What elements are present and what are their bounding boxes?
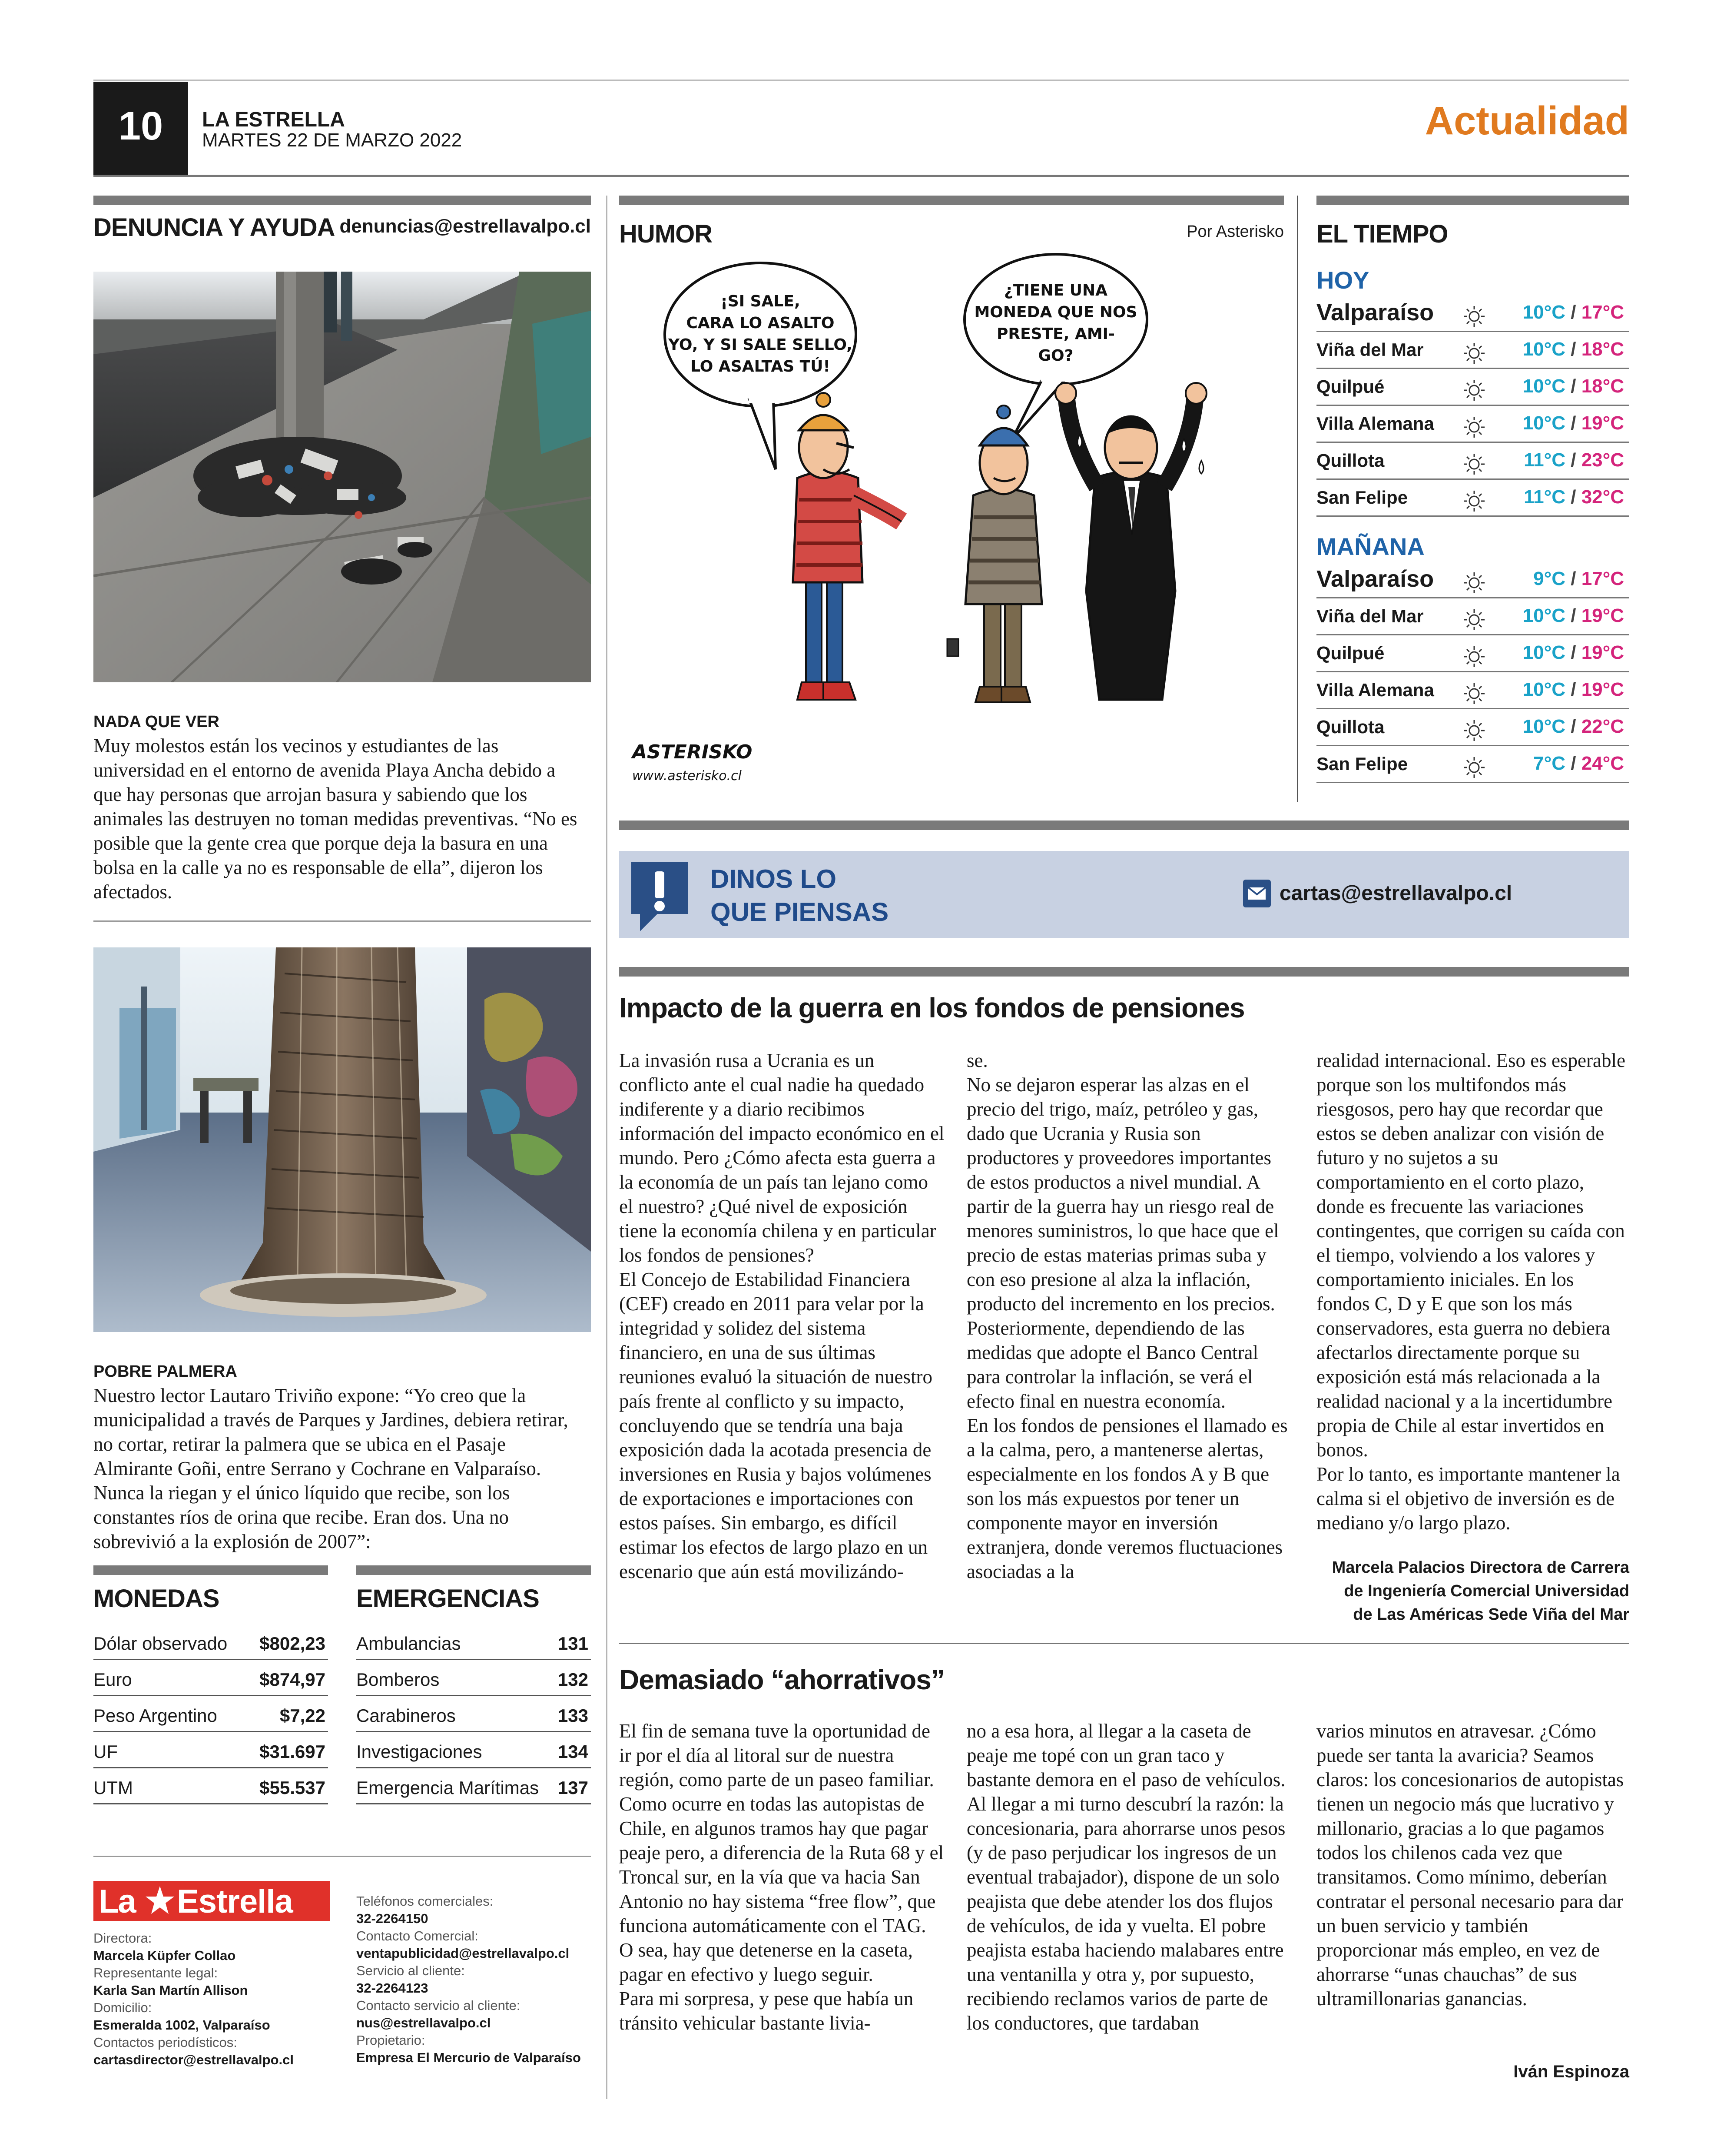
temp-max: 23°C xyxy=(1581,449,1624,471)
bubble-1-line: LO ASALTAS TÚ! xyxy=(690,358,830,375)
weather-city: Villa Alemana xyxy=(1316,680,1434,700)
letter1-signature: Marcela Palacios Directora de Carrera de Ingeniería Comercial Universidad de Las Américas Sede Viña del Mar xyxy=(1332,1558,1629,1624)
temp-separator: / xyxy=(1565,642,1581,663)
sun-icon xyxy=(1462,341,1486,365)
monedas-label: UF xyxy=(93,1741,118,1762)
temp-min: 10°C xyxy=(1522,605,1565,626)
weather-row xyxy=(1316,406,1629,443)
page-number: 10 xyxy=(118,104,163,148)
monedas-title: MONEDAS xyxy=(93,1585,219,1613)
weather-today-label: HOY xyxy=(1316,266,1369,294)
masthead-value: Marcela Küpfer Collao xyxy=(93,1948,236,1963)
weather-temps xyxy=(1533,568,1624,590)
temp-separator: / xyxy=(1565,716,1581,737)
temp-max: 19°C xyxy=(1581,642,1624,663)
weather-temps xyxy=(1523,679,1624,701)
character-grey-sweater xyxy=(947,405,1042,702)
issue-date: MARTES 22 DE MARZO 2022 xyxy=(202,130,462,151)
letter2-col1: El fin de semana tuve la oportunidad de ir por el día al litoral sur de nuestra región, como parte de un paseo familiar. Como ocurre en todas las autopistas de Chile, en algunos tramos hay que pagar peaje pero, a diferencia de la Ruta 68 y el Troncal sur, en la vía que va hacia San Antonio no hay sistema “free flow”, que funciona automáticamente con el TAG. O sea, hay que detenerse en la caseta, pagar en efectivo y luego seguir. Para mi sorpresa, y pese que había un tránsito vehicular bastante livia- xyxy=(619,1720,944,2034)
humor-author: Por Asterisko xyxy=(1187,223,1284,241)
weather-temps xyxy=(1523,605,1624,627)
denuncia-divider xyxy=(93,920,591,922)
monedas-row xyxy=(93,1770,328,1804)
temp-min: 11°C xyxy=(1524,486,1565,508)
emergencias-row xyxy=(356,1625,591,1660)
emergencias-row xyxy=(356,1661,591,1696)
nada-que-ver-heading: NADA QUE VER xyxy=(93,713,219,731)
cartoon-website: www.asterisko.cl xyxy=(632,768,742,784)
masthead-value: 32-2264123 xyxy=(356,1980,428,1996)
emergencias-label: Carabineros xyxy=(356,1705,456,1726)
exclamation-icon xyxy=(627,857,692,936)
character-suit-man xyxy=(1055,383,1207,700)
humor-title: HUMOR xyxy=(619,220,713,248)
weather-row xyxy=(1316,332,1629,369)
dinos-title-2: QUE PIENSAS xyxy=(710,897,889,927)
weather-temps xyxy=(1523,642,1624,664)
bubble-2-line: PRESTE, AMI- xyxy=(996,325,1115,343)
letter1-col3: realidad internacional. Eso es esperable porque son los multifondos más riesgosos, pero hay que recordar que estos se deben analizar con visión de futuro y no sujetos a su comportamiento en el corto plazo, donde es frecuente las variaciones contingentes, que corrigen su caída con el tiempo, volviendo a los valores y comportamiento iniciales. En los fondos C, D y E que son los más conservadores, esta guerra no debiera afectarlos directamente porque su exposición está más relacionada a la realidad nacional y a la incertidumbre propia de Chile al estar invertidos en bonos. Por lo tanto, es importante mantener la calma si el objetivo de inversión es de mediano y/o largo plazo. xyxy=(1316,1050,1625,1534)
monedas-label: Euro xyxy=(93,1669,132,1690)
temp-separator: / xyxy=(1565,449,1581,471)
emergencias-value: 133 xyxy=(557,1705,588,1726)
letter1-title: Impacto de la guerra en los fondos de pensiones xyxy=(619,992,1245,1023)
temp-max: 19°C xyxy=(1581,679,1624,700)
temp-min: 9°C xyxy=(1533,568,1565,589)
temp-max: 24°C xyxy=(1581,753,1624,774)
monedas-value: $802,23 xyxy=(259,1633,325,1654)
emergencias-row xyxy=(356,1698,591,1732)
sun-icon xyxy=(1462,304,1486,329)
letter2-col3: varios minutos en atravesar. ¿Cómo puede ser tanta la avaricia? Seamos claros: los concesionarios de autopistas tienen un negocio más que lucrativo y millonario, gracias a lo que pagamos todos los chilenos cada vez que transitamos. Como mínimo, deberían contratar el personal necesario para dar un buen servicio y también proporcionar más empleo, en vez de ahorrarse “unas chauchas” de sus ultramillonarias ganancias. xyxy=(1316,1720,1624,2010)
emergencias-row xyxy=(356,1770,591,1804)
dinos-top-rule xyxy=(619,821,1629,830)
column-divider xyxy=(606,196,607,2099)
emergencias-row xyxy=(356,1734,591,1768)
temp-separator: / xyxy=(1565,753,1581,774)
bubble-1-line: ¡SI SALE, xyxy=(720,292,800,310)
weather-city: Villa Alemana xyxy=(1316,413,1434,434)
bubble-2-line: MONEDA QUE NOS xyxy=(974,303,1137,321)
weather-top-rule xyxy=(1316,196,1629,205)
weather-city: Quillota xyxy=(1316,450,1385,471)
monedas-value: $31.697 xyxy=(259,1741,325,1762)
temp-min: 10°C xyxy=(1522,375,1565,397)
temp-separator: / xyxy=(1565,486,1581,508)
weather-title: EL TIEMPO xyxy=(1316,220,1448,248)
mail-icon xyxy=(1243,880,1271,907)
masthead-value: Esmeralda 1002, Valparaíso xyxy=(93,2017,270,2033)
emergencias-label: Investigaciones xyxy=(356,1741,482,1762)
humor-top-rule xyxy=(619,196,1284,205)
emergencias-value: 132 xyxy=(557,1669,588,1690)
cartoon-signature: ASTERISKO xyxy=(632,741,753,763)
letter2-col2: no a esa hora, al llegar a la caseta de peaje me topé con un gran taco y bastante demora en el paso de vehículos. Al llegar a mi turno descubrí la razón: la concesionaria, para ahorrarse unos pesos (y de paso perjudicar los ingresos de un eventual trabajador), dispone de un solo peajista que debe atender los dos flujos de vehículos, de ida y vuelta. El pobre peajista estaba haciendo malabares entre una ventanilla y otra y, por supuesto, recibiendo reclamos varios de parte de los conductores, que tardaban xyxy=(967,1720,1286,2034)
weather-city: Viña del Mar xyxy=(1316,606,1424,626)
masthead-email[interactable]: cartasdirector@estrellavalpo.cl xyxy=(93,2052,294,2067)
header-bottom-rule xyxy=(93,175,1629,177)
masthead-label: Contactos periodísticos: xyxy=(93,2035,237,2050)
temp-max: 19°C xyxy=(1581,605,1624,626)
weather-tomorrow-label: MAÑANA xyxy=(1316,533,1425,560)
emergencias-value: 137 xyxy=(557,1777,588,1798)
letter1-bottom-rule xyxy=(619,1643,1629,1644)
bubble-2-line: ¿TIENE UNA xyxy=(1004,282,1107,299)
weather-city: Quilpué xyxy=(1316,643,1385,663)
weather-temps xyxy=(1523,375,1624,397)
temp-max: 19°C xyxy=(1581,412,1624,434)
denuncia-title: DENUNCIA Y AYUDA xyxy=(93,213,335,242)
sun-icon xyxy=(1462,452,1486,476)
sun-icon xyxy=(1462,718,1486,743)
sun-icon xyxy=(1462,755,1486,780)
temp-separator: / xyxy=(1565,568,1581,589)
masthead-label: Directora: xyxy=(93,1930,152,1946)
weather-city: San Felipe xyxy=(1316,487,1408,508)
monedas-label: UTM xyxy=(93,1777,133,1798)
weather-row xyxy=(1316,710,1629,746)
weather-city: Valparaíso xyxy=(1316,299,1434,326)
temp-min: 11°C xyxy=(1524,449,1565,471)
emergencias-value: 134 xyxy=(557,1741,588,1762)
weather-city: Valparaíso xyxy=(1316,566,1434,592)
denuncia-top-rule xyxy=(93,196,591,205)
temp-separator: / xyxy=(1565,302,1581,323)
sun-icon xyxy=(1462,415,1486,439)
monedas-value: $7,22 xyxy=(279,1705,325,1726)
weather-temps xyxy=(1524,486,1624,508)
letter1-top-rule xyxy=(619,967,1629,977)
temp-min: 10°C xyxy=(1522,339,1565,360)
masthead-label: Contacto servicio al cliente: xyxy=(356,1998,521,2013)
logo-star-icon xyxy=(145,1885,175,1916)
nada-que-ver-text: Muy molestos están los vecinos y estudiantes de las universidad en el entorno de avenida Playa Ancha debido a que hay personas que arrojan basura y sabiendo que los animales las destruyen no toman medidas preventivas. “No es posible que la gente crea que porque deja la basura en una bolsa en la calle ya no es responsable de ella”, dijeron los afectados. xyxy=(93,735,577,903)
sun-icon xyxy=(1462,378,1486,402)
temp-separator: / xyxy=(1565,375,1581,397)
weather-row xyxy=(1316,599,1629,635)
monedas-top-rule xyxy=(93,1565,328,1575)
weather-row xyxy=(1316,673,1629,709)
logo-la: La xyxy=(99,1883,136,1920)
section-title: Actualidad xyxy=(1425,99,1629,143)
letter2-title: Demasiado “ahorrativos” xyxy=(619,1664,945,1695)
temp-min: 10°C xyxy=(1522,412,1565,434)
temp-separator: / xyxy=(1565,605,1581,626)
weather-row xyxy=(1316,562,1629,598)
dinos-title-1: DINOS LO xyxy=(710,864,837,894)
letter1-col2: se. No se dejaron esperar las alzas en el precio del trigo, maíz, petróleo y gas, dado que Ucrania y Rusia son productores y proveedores importantes de estos productos a nivel mundial. A partir de la guerra hay un riesgo real de menores suministros, lo que hace que el precio de estas materias primas suba y con eso presione al alza la inflación, producto del incremento en los precios. Posteriormente, dependiendo de las medidas que adopte el Banco Central para controlar la inflación, se verá el efecto final en nuestra economía. En los fondos de pensiones el llamado es a la calma, pero, a mantenerse alertas, especialmente en los fondos A y B que son los más expuestos por tener un componente mayor en inversión extranjera, donde veremos fluctuaciones asociadas a la xyxy=(967,1050,1288,1582)
masthead-label: Contacto Comercial: xyxy=(356,1928,478,1943)
temp-max: 18°C xyxy=(1581,375,1624,397)
masthead-value: Karla San Martín Allison xyxy=(93,1983,248,1998)
monedas-label: Dólar observado xyxy=(93,1633,228,1654)
monedas-row xyxy=(93,1625,328,1660)
weather-row xyxy=(1316,636,1629,672)
la-estrella-logo xyxy=(93,1881,330,1921)
emergencias-label: Emergencia Marítimas xyxy=(356,1777,539,1798)
humor-cartoon xyxy=(619,252,1284,808)
weather-temps xyxy=(1533,753,1624,774)
letter2-signature: Iván Espinoza xyxy=(1513,2062,1629,2081)
weather-divider xyxy=(1297,196,1298,802)
weather-row xyxy=(1316,296,1629,332)
masthead-label: Domicilio: xyxy=(93,2000,152,2015)
palm-tree-photo xyxy=(93,947,591,1332)
weather-city: San Felipe xyxy=(1316,754,1408,774)
monedas-row xyxy=(93,1661,328,1696)
temp-max: 18°C xyxy=(1581,339,1624,360)
emergencias-title: EMERGENCIAS xyxy=(356,1585,539,1613)
temp-min: 10°C xyxy=(1522,716,1565,737)
sun-icon xyxy=(1462,681,1486,706)
masthead-label: Representante legal: xyxy=(93,1965,218,1980)
weather-row xyxy=(1316,480,1629,517)
temp-min: 10°C xyxy=(1522,642,1565,663)
masthead-left xyxy=(93,1930,337,2069)
temp-max: 22°C xyxy=(1581,716,1624,737)
denuncia-email[interactable]: denuncias@estrellavalpo.cl xyxy=(339,216,591,237)
weather-city: Viña del Mar xyxy=(1316,339,1424,360)
letter1-col1: La invasión rusa a Ucrania es un conflicto ante el cual nadie ha quedado indiferente y a diario recibimos información del impacto económico en el mundo. Pero ¿Cómo afecta esta guerra a la economía de un país tan lejano como el nuestro? ¿Qué nivel de exposición tiene la economía chilena y en particular los fondos de pensiones? El Concejo de Estabilidad Financiera (CEF) creado en 2011 para velar por la integridad y solidez del sistema financiero, en una de sus últimas reuniones evaluó la situación de nuestro país frente al conflicto y su impacto, concluyendo que se tendría una baja exposición dada la acotada presencia de inversiones en Rusia y bajos volúmenes de exportaciones e importaciones con estos países. Sin embargo, es difícil estimar los efectos de largo plazo en un escenario que aún está movilizándo- xyxy=(619,1050,945,1582)
monedas-row xyxy=(93,1734,328,1768)
weather-city: Quilpué xyxy=(1316,376,1385,397)
monedas-value: $874,97 xyxy=(259,1669,325,1690)
masthead-value: Empresa El Mercurio de Valparaíso xyxy=(356,2050,581,2065)
emergencias-label: Bomberos xyxy=(356,1669,440,1690)
trash-street-photo xyxy=(93,272,591,682)
monedas-value: $55.537 xyxy=(259,1777,325,1798)
weather-row xyxy=(1316,443,1629,480)
pobre-palmera-text: Nuestro lector Lautaro Triviño expone: “Yo creo que la municipalidad a través de Parques y Jardines, debiera retirar, no cortar, retirar la palmera que se ubica en el Pasaje Almirante Goñi, entre Serrano y Cochrane en Valparaíso. Nunca la riegan y el único líquido que recibe, son los constantes ríos de orina que recibe. Eran dos. Una no sobrevivió a la explosión de 2007”: xyxy=(93,1385,568,1552)
sun-icon xyxy=(1462,489,1486,513)
weather-city: Quillota xyxy=(1316,717,1385,737)
emergencias-top-rule xyxy=(356,1565,591,1575)
temp-separator: / xyxy=(1565,339,1581,360)
bubble-2-line: GO? xyxy=(1038,347,1074,365)
temp-min: 10°C xyxy=(1522,302,1565,323)
weather-row xyxy=(1316,369,1629,406)
monedas-label: Peso Argentino xyxy=(93,1705,217,1726)
header-top-rule xyxy=(93,80,1629,81)
temp-separator: / xyxy=(1565,412,1581,434)
masthead-divider xyxy=(93,1856,591,1857)
weather-temps xyxy=(1523,302,1624,323)
character-red-sweater xyxy=(793,393,902,700)
emergencias-label: Ambulancias xyxy=(356,1633,461,1654)
sun-icon xyxy=(1462,608,1486,632)
masthead-label: Teléfonos comerciales: xyxy=(356,1894,494,1909)
masthead-email[interactable]: ventapublicidad@estrellavalpo.cl xyxy=(356,1946,570,1961)
speech-bubble-2 xyxy=(965,254,1147,439)
temp-max: 17°C xyxy=(1581,302,1624,323)
page-number-box xyxy=(93,82,188,175)
sun-icon xyxy=(1462,571,1486,595)
dinos-email[interactable]: cartas@estrellavalpo.cl xyxy=(1280,882,1512,905)
masthead-label: Propietario: xyxy=(356,2033,425,2048)
bubble-1-line: CARA LO ASALTO xyxy=(686,314,835,332)
weather-row xyxy=(1316,747,1629,783)
sun-icon xyxy=(1462,644,1486,669)
masthead-right xyxy=(356,1893,600,2066)
monedas-row xyxy=(93,1698,328,1732)
bubble-1-line: YO, Y SI SALE SELLO, xyxy=(668,336,852,354)
temp-max: 17°C xyxy=(1581,568,1624,589)
weather-temps xyxy=(1523,716,1624,737)
dinos-banner xyxy=(619,851,1629,938)
temp-min: 7°C xyxy=(1533,753,1565,774)
paper-name: LA ESTRELLA xyxy=(202,108,345,131)
pobre-palmera-heading: POBRE PALMERA xyxy=(93,1362,237,1381)
weather-temps xyxy=(1524,449,1624,471)
masthead-email[interactable]: nus@estrellavalpo.cl xyxy=(356,2015,491,2030)
temp-max: 32°C xyxy=(1581,486,1624,508)
masthead-value: 32-2264150 xyxy=(356,1911,428,1926)
temp-separator: / xyxy=(1565,679,1581,700)
logo-estrella: Estrella xyxy=(177,1883,293,1920)
masthead-label: Servicio al cliente: xyxy=(356,1963,465,1978)
temp-min: 10°C xyxy=(1522,679,1565,700)
emergencias-value: 131 xyxy=(557,1633,588,1654)
weather-temps xyxy=(1523,412,1624,434)
weather-temps xyxy=(1523,339,1624,360)
